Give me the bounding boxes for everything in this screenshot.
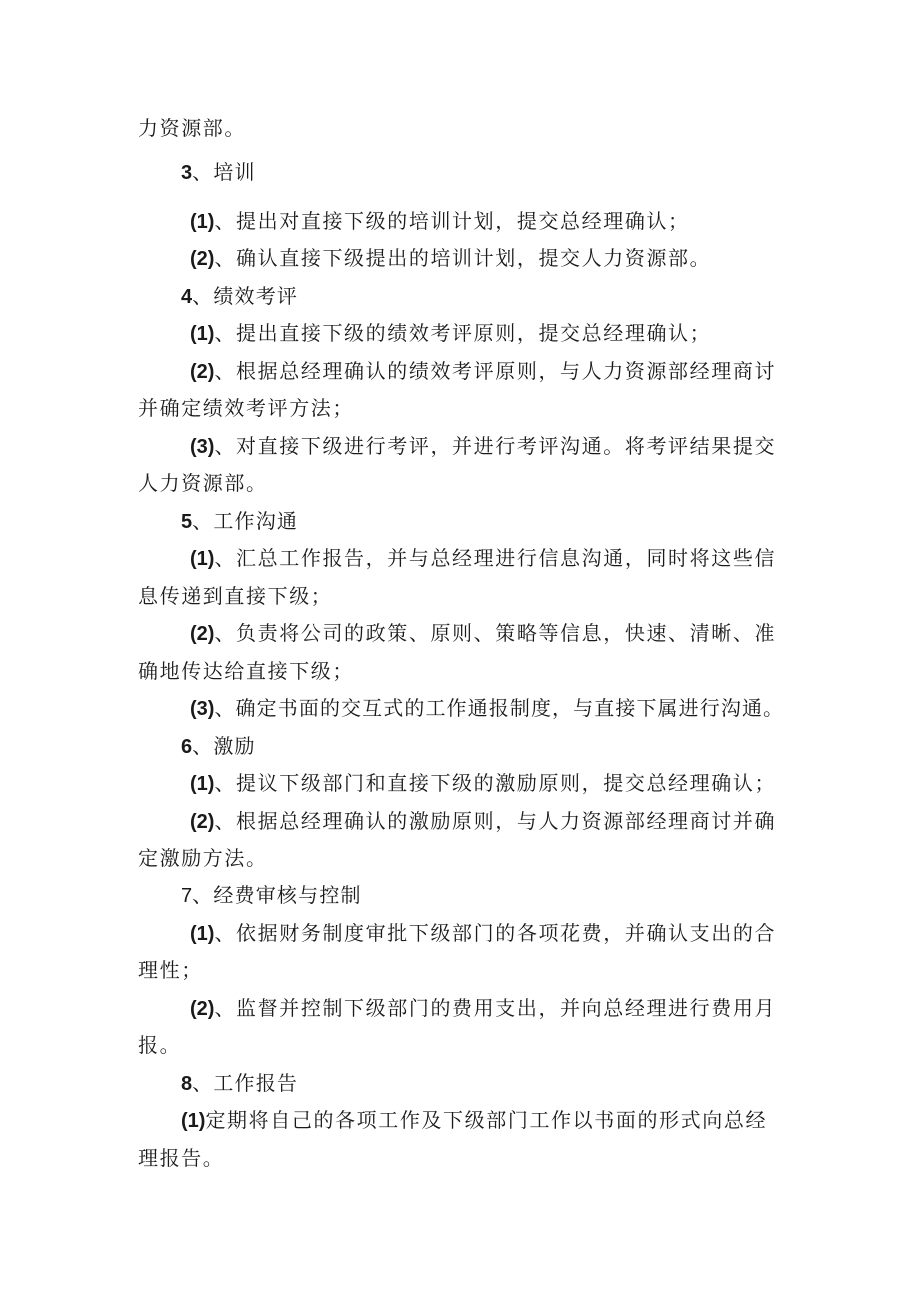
line-text: 、确定书面的交互式的工作通报制度，与直接下属进行沟通。 [214,696,785,720]
section-number: 3 [181,162,193,184]
section-number: 8 [181,1073,193,1095]
item-number: (1) [190,548,215,570]
list-item-continuation [0,393,920,423]
list-item-continuation [0,955,920,985]
list-item-continuation [0,1030,920,1060]
section-title: 、工作报告 [192,1071,299,1095]
line-text: 、监督并控制下级部门的费用支出，并向总经理进行费用月 [214,996,777,1020]
section-heading-incentive [0,731,920,761]
list-item [0,806,920,836]
item-number: (2) [190,811,215,833]
line-text: 、提议下级部门和直接下级的激励原则，提交总经理确认； [214,771,777,795]
line-text: 理报告。 [138,1146,225,1170]
item-number: (3) [190,698,215,720]
line-text: 定激励方法。 [138,846,268,870]
line-text: 、负责将公司的政策、原则、策略等信息，快速、清晰、准 [214,621,777,645]
list-item [0,318,920,348]
line-text: 、根据总经理确认的绩效考评原则，与人力资源部经理商讨 [214,359,777,383]
section-heading-performance [0,281,920,311]
list-item [0,1105,920,1135]
section-heading-training [0,157,920,187]
list-item-continuation [0,581,920,611]
line-text: 定期将自己的各项工作及下级部门工作以书面的形式向总经 [205,1108,768,1132]
section-number: 4 [181,286,193,308]
list-item [0,618,920,648]
list-item [0,356,920,386]
list-item [0,543,920,573]
list-item [0,206,920,236]
section-title: 、激励 [192,734,256,758]
line-text: 力资源部。 [138,116,246,140]
list-item [0,918,920,948]
line-text: 、对直接下级进行考评，并进行考评沟通。将考评结果提交 [214,434,777,458]
list-item-continuation [0,468,920,498]
line-text: 、提出直接下级的绩效考评原则，提交总经理确认； [214,321,712,345]
item-number: (1) [190,923,215,945]
list-item [0,768,920,798]
item-number: (2) [190,998,215,1020]
section-number: 5 [181,511,193,533]
list-item [0,993,920,1023]
line-text: 报。 [138,1033,182,1057]
line-text: 、汇总工作报告，并与总经理进行信息沟通，同时将这些信 [214,546,777,570]
line-text: 理性； [138,958,203,982]
line-text: 并确定绩效考评方法； [138,396,354,420]
body-line-1 [0,113,920,143]
item-number: (1) [190,211,215,233]
list-item-continuation [0,656,920,686]
list-item [0,243,920,273]
line-text: 、根据总经理确认的激励原则，与人力资源部经理商讨并确 [214,809,777,833]
item-number: (2) [190,361,215,383]
line-text: 、依据财务制度审批下级部门的各项花费，并确认支出的合 [214,921,777,945]
line-text: 息传递到直接下级； [138,584,333,608]
line-text: 确地传达给直接下级； [138,659,354,683]
line-text: 人力资源部。 [138,471,268,495]
item-number: (3) [190,436,215,458]
section-number: 7 [181,885,193,907]
list-item-continuation [0,1143,920,1173]
item-number: (1) [181,1110,206,1132]
section-title: 、工作沟通 [192,509,299,533]
line-text: 、确认直接下级提出的培训计划，提交人力资源部。 [214,246,712,270]
section-number: 6 [181,736,193,758]
item-number: (2) [190,623,215,645]
section-title: 、培训 [192,160,256,184]
item-number: (1) [190,773,215,795]
list-item [0,431,920,461]
item-number: (2) [190,248,215,270]
section-heading-budget [0,880,920,910]
item-number: (1) [190,323,215,345]
section-heading-communication [0,506,920,536]
line-text: 、提出对直接下级的培训计划，提交总经理确认； [214,209,690,233]
section-title: 、经费审核与控制 [192,883,362,907]
section-heading-report [0,1068,920,1098]
section-title: 、绩效考评 [192,284,299,308]
list-item [0,693,920,723]
list-item-continuation [0,843,920,873]
